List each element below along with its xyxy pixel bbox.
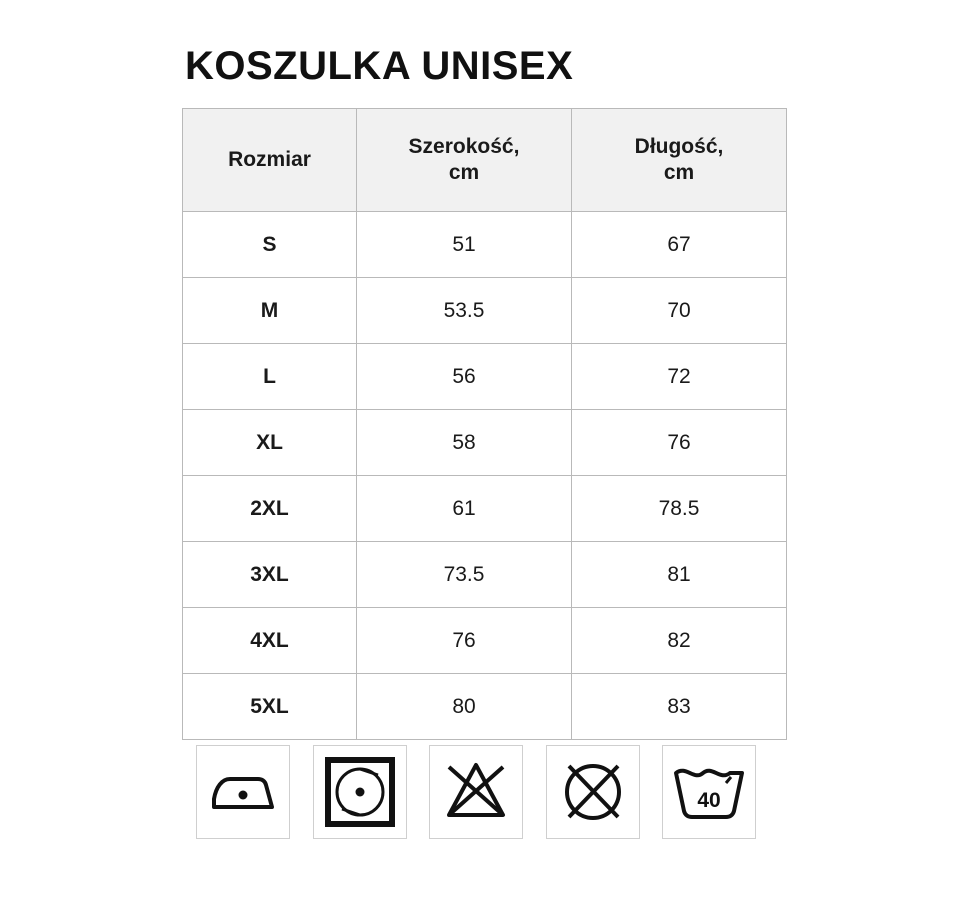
care-symbols-row: [196, 745, 756, 839]
wash-temperature-label: 40: [697, 789, 721, 812]
column-header-length: [572, 109, 787, 212]
table-row: [183, 608, 787, 674]
column-header-width: [357, 109, 572, 212]
column-header-length-line-2: cm: [663, 161, 695, 184]
column-header-size-line-1: Rozmiar: [228, 147, 311, 171]
table-body: [183, 212, 787, 740]
cell-size: 2XL: [183, 476, 357, 542]
cell-width: 51: [357, 212, 572, 278]
cell-size: XL: [183, 410, 357, 476]
table-row: [183, 542, 787, 608]
cell-size: 5XL: [183, 674, 357, 740]
do-not-dry-clean-icon: [546, 745, 640, 839]
cell-length: 70: [572, 278, 787, 344]
column-header-length-line-1: Długość,: [634, 134, 724, 158]
cell-width: 56: [357, 344, 572, 410]
iron-one-dot-icon: [196, 745, 290, 839]
cell-width: 73.5: [357, 542, 572, 608]
cell-length: 76: [572, 410, 787, 476]
column-header-size: [183, 109, 357, 212]
do-not-bleach-icon: [429, 745, 523, 839]
cell-length: 82: [572, 608, 787, 674]
tumble-dry-normal-icon: [313, 745, 407, 839]
size-table: [182, 108, 787, 740]
cell-length: 78.5: [572, 476, 787, 542]
column-header-width-line-2: cm: [448, 161, 480, 184]
cell-size: 3XL: [183, 542, 357, 608]
table-row: [183, 410, 787, 476]
page-title: KOSZULKA UNISEX: [185, 44, 574, 88]
table-row: [183, 476, 787, 542]
wash-40-icon: [662, 745, 756, 839]
cell-width: 61: [357, 476, 572, 542]
cell-length: 81: [572, 542, 787, 608]
cell-size: 4XL: [183, 608, 357, 674]
cell-width: 80: [357, 674, 572, 740]
cell-length: 67: [572, 212, 787, 278]
table-header-row: [183, 109, 787, 212]
cell-size: L: [183, 344, 357, 410]
table-row: [183, 674, 787, 740]
cell-size: S: [183, 212, 357, 278]
cell-width: 76: [357, 608, 572, 674]
cell-width: 53.5: [357, 278, 572, 344]
column-header-width-line-1: Szerokość,: [408, 134, 520, 158]
table-row: [183, 344, 787, 410]
cell-size: M: [183, 278, 357, 344]
table-row: [183, 278, 787, 344]
table-row: [183, 212, 787, 278]
cell-length: 83: [572, 674, 787, 740]
table-head: [183, 109, 787, 212]
cell-width: 58: [357, 410, 572, 476]
cell-length: 72: [572, 344, 787, 410]
